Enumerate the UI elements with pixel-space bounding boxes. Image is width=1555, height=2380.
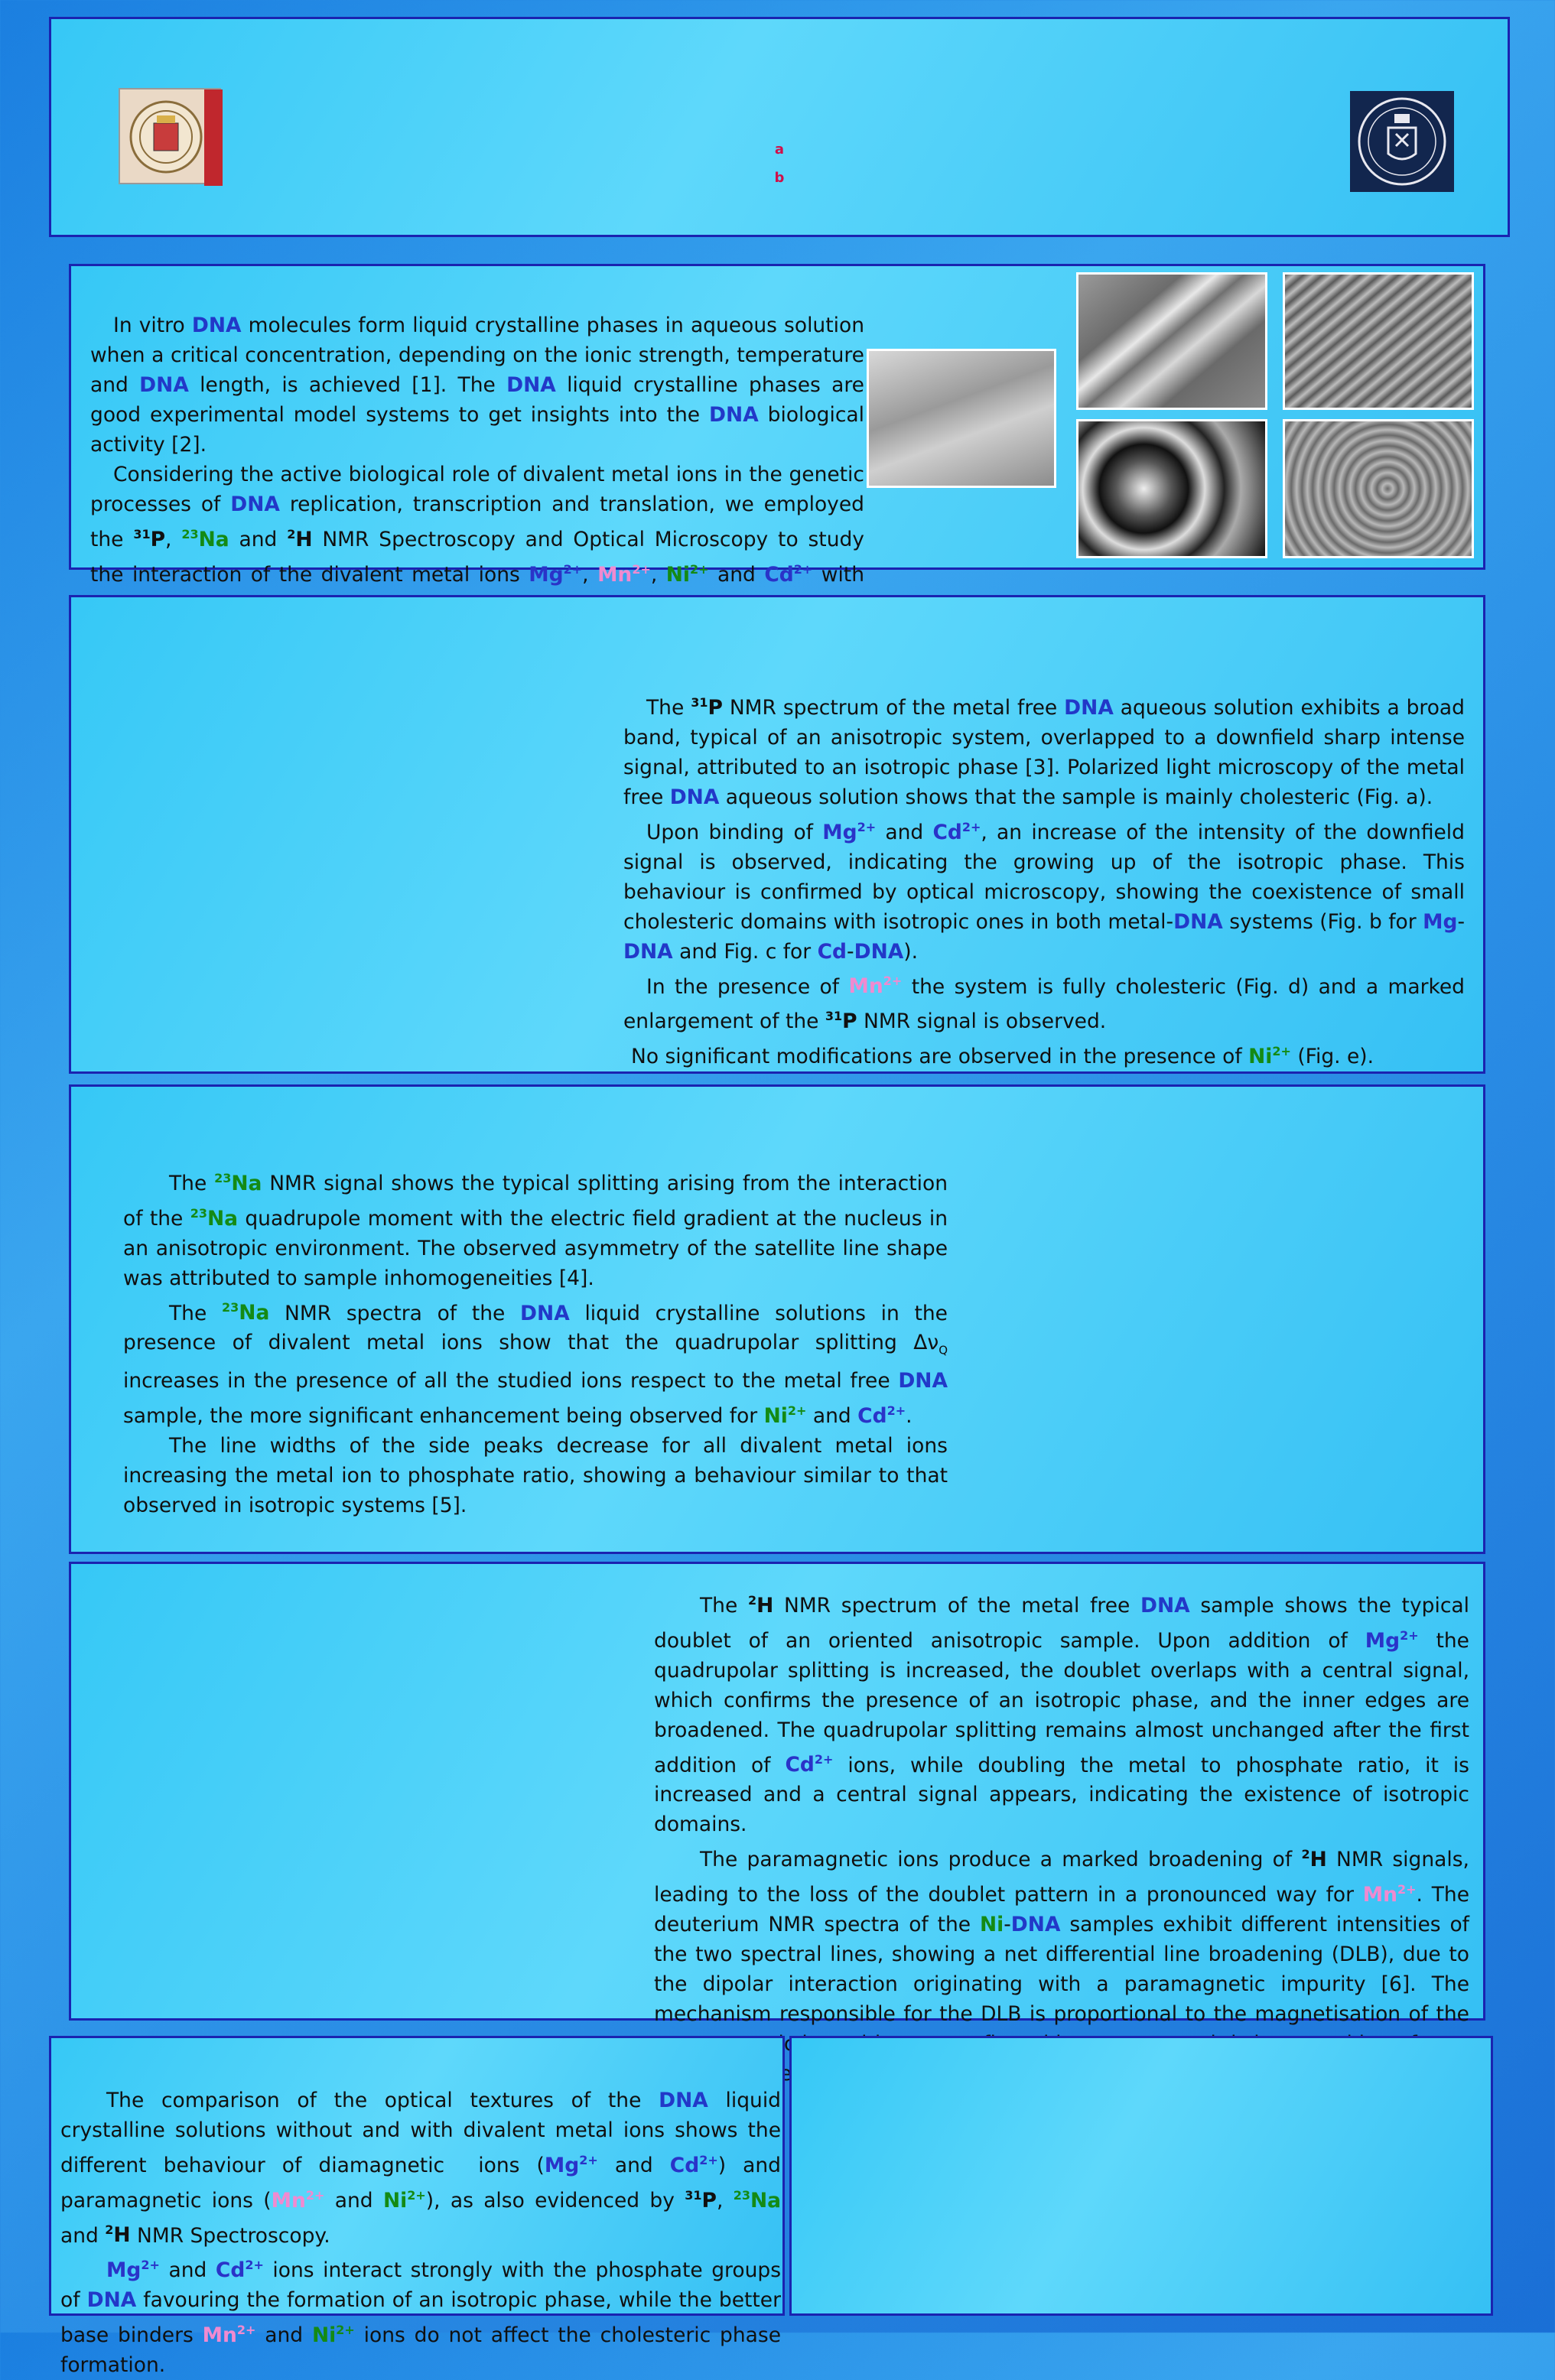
references-panel bbox=[789, 2036, 1493, 2316]
affiliation-b: b bbox=[774, 170, 785, 186]
micrograph-c bbox=[1283, 272, 1474, 410]
results-31p-panel bbox=[69, 595, 1485, 1074]
leiden-university-logo bbox=[1350, 91, 1454, 192]
results-2h-panel bbox=[69, 1562, 1485, 2027]
seal-graphic bbox=[1350, 91, 1454, 192]
cagliari-university-logo bbox=[119, 88, 221, 184]
affiliation-a: a bbox=[774, 141, 785, 158]
results-23na-text: The $^{23}$Na NMR signal shows the typical splitting arising from the interaction of the $^{23}$Na quadrupole moment with the electric field gradient at the nucleus in an anisotropic environment. The observed asymmetry of the satellite line shape was attributed to sample inhomogeneities [4]. The $^{23}$Na NMR spectra of the DNA liquid crystalline solutions in the presence of divalent metal ions show that the quadrupolar splitting $\Delta\nu_Q$ increases in the presence of all the studied ions respect to the metal free DNA sample, the more significant enhancement being observed for $Ni^{2+}$ and $Cd^{2+}$. The line widths of the side peaks decrease for all divalent metal ions increasing the metal ion to phosphate ratio, showing a behaviour similar to that observed in isotropic systems [5]. bbox=[123, 1171, 948, 1517]
micrograph-d bbox=[1076, 419, 1267, 558]
na23-spectra bbox=[977, 1102, 1436, 1546]
p31-spectra bbox=[125, 636, 622, 1064]
conclusions-text: The comparison of the optical textures of the DNA liquid crystalline solutions without and with divalent metal ions shows the different behaviour of diamagnetic ions ($Mg^{2+}$ and $Cd^{2+}$) and paramagnetic ions ($Mn^{2+}$ and $Ni^{2+}$), as also evidenced by $^{31}$P, $^{23}$Na and $^2$H NMR Spectroscopy. $Mg^{2+}$ and $Cd^{2+}$ ions interact strongly with the phosphate groups of DNA favouring the formation of an isotropic phase, while the better base binders $Mn^{2+}$ and $Ni^{2+}$ ions do not affect the cholesteric phase formation. bbox=[60, 2089, 782, 2378]
results-2h-text: The $^2$H NMR spectrum of the metal free DNA sample shows the typical doublet of an oriented anisotropic sample. Upon addition of $Mg^{2+}$ the quadrupolar splitting is increased, the doublet overlaps with a central signal, which confirms the presence of an isotropic phase, and the inner edges are broadened. The quadrupolar splitting remains almost unchanged after the first addition of $Cd^{2+}$ ions, while doubling the metal to phosphate ratio, it is increased and a central signal appears, indicating the existence of isotropic domains. The paramagnetic ions produce a marked broadening of $^2$H NMR signals, leading to the loss of the doublet pattern in a pronounced way for $Mn^{2+}$. The deuterium NMR spectra of the Ni-DNA samples exhibit different intensities of the two spectral lines, showing a net differential line broadening (DLB), due to the dipolar interaction originating with a paramagnetic impurity [6]. The mechanism responsible for the DLB is proportional to the magnetisation of the bbox=[654, 1593, 1469, 2027]
title-box bbox=[49, 17, 1510, 237]
micrograph-a bbox=[867, 349, 1056, 488]
seal-graphic bbox=[120, 89, 223, 186]
results-23na-panel bbox=[69, 1084, 1485, 1554]
introduction-text: In vitro DNA molecules form liquid crystalline phases in aqueous solution when a critical concentration, depending on the ionic strength, temperature and DNA length, is achieved [1]. The DNA liquid crystalline phases are good experimental model systems to get insights into the DNA biological activity [2]. Considering the active biological role of divalent metal ions in the genetic processes of DNA replication, transcription and translation, we employed the $^{31}$P, $^{23}$Na and $^2$H NMR Spectroscopy and Optical Microscopy to study the interaction of the divalent metal ions $Mg^{2+}$, $Mn^{2+}$, $Ni^{2+}$ and $Cd^{2+}$ with bbox=[90, 314, 864, 587]
h2-spectra bbox=[94, 1587, 675, 2023]
conclusions-panel bbox=[49, 2036, 785, 2378]
results-31p-text: The $^{31}$P NMR spectrum of the metal free DNA aqueous solution exhibits a broad band, typical of an anisotropic system, overlapped to a downfield sharp intense signal, attributed to an isotropic phase [3]. Polarized light microscopy of the metal free DNA aqueous solution shows that the sample is mainly cholesteric (Fig. a). Upon binding of $Mg^{2+}$ and $Cd^{2+}$, an increase of the intensity of the downfield signal is observed, indicating the growing up of the isotropic phase. This behaviour is confirmed by optical microscopy, showing the coexistence of small cholesteric domains with isotropic ones in both metal-DNA systems (Fig. b for Mg-DNA and Fig. c for Cd-DNA). In the presence of $Mn^{2+}$ the system is fully cholesteric (Fig. d) and a marked enlargement of the $^{31}$P NMR signal is observed. No significant modifications are observed in the presence of $Ni^{2+}$ (Fig. e). bbox=[623, 695, 1465, 1069]
micrograph-e bbox=[1283, 419, 1474, 558]
micrograph-b bbox=[1076, 272, 1267, 410]
introduction-panel bbox=[69, 264, 1485, 587]
